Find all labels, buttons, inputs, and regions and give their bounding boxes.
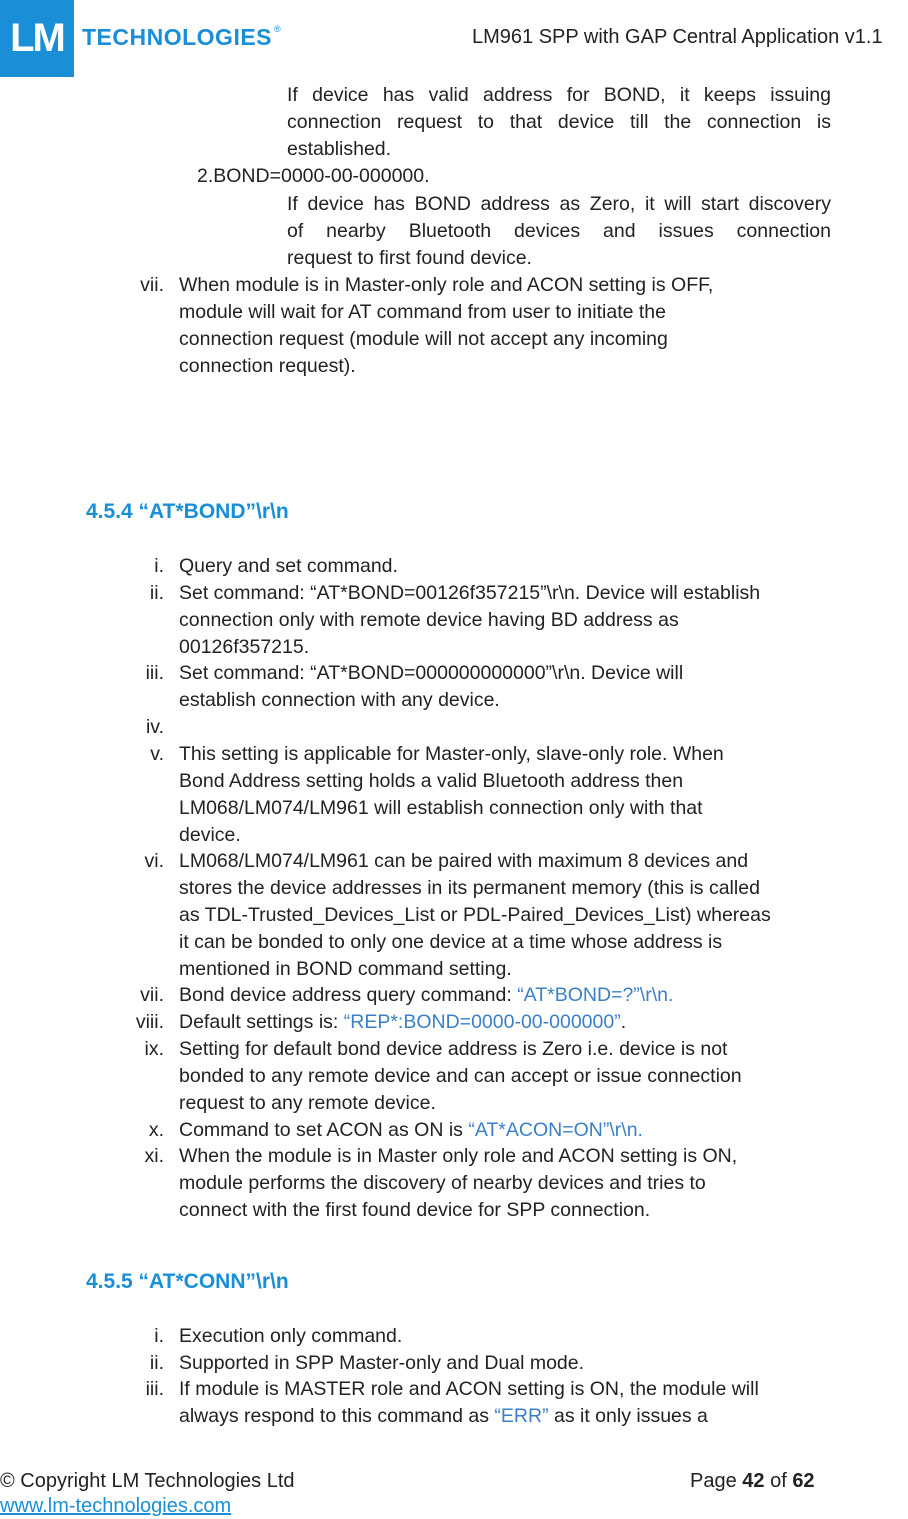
bond-zero-para-line-3: request to first found device. xyxy=(287,247,532,269)
list-item-line: mentioned in BOND command setting. xyxy=(179,958,512,980)
page-indicator: Page 42 of 62 xyxy=(690,1470,815,1492)
list-number: xi. xyxy=(144,1145,164,1167)
list-number: v. xyxy=(150,743,164,765)
bond-valid-para-line-3: established. xyxy=(287,138,392,160)
website-link[interactable]: www.lm-technologies.com xyxy=(0,1495,232,1517)
list-number: ix. xyxy=(144,1038,164,1060)
company-logo-text: TECHNOLOGIES ® xyxy=(82,24,282,50)
copyright-notice: © Copyright LM Technologies Ltd xyxy=(0,1470,295,1492)
command-text: “REP*:BOND=0000-00-000000” xyxy=(343,1011,621,1033)
list-number: iii. xyxy=(145,1378,164,1400)
command-text: “AT*BOND=?”\r\n. xyxy=(517,984,674,1006)
list-item-line: 00126f357215. xyxy=(179,636,310,658)
section-heading-at-bond: 4.5.4 “AT*BOND”\r\n xyxy=(86,500,289,523)
list-item-line: module performs the discovery of nearby devices and tries to xyxy=(179,1172,706,1194)
list-item-line: When the module is in Master only role and ACON setting is ON, xyxy=(179,1145,738,1167)
list-item-line: Supported in SPP Master-only and Dual mode. xyxy=(179,1352,585,1374)
list-item-line: LM068/LM074/LM961 can be paired with maximum 8 devices and xyxy=(179,850,749,872)
bond-zero-item-label: 2.BOND=0000-00-000000. xyxy=(197,165,430,187)
company-logo-mark: LM xyxy=(0,0,74,77)
list-item-line: Set command: “AT*BOND=00126f357215”\r\n. Device will establish xyxy=(179,582,761,604)
list-item-line: connect with the first found device for SPP connection. xyxy=(179,1199,651,1221)
bond-zero-para-line-1: If device has BOND address as Zero, it will start discovery xyxy=(287,193,831,215)
list-number: ii. xyxy=(149,1352,164,1374)
bond-valid-para-line-1: If device has valid address for BOND, it keeps issuing xyxy=(287,84,831,106)
list-item-line: Command to set ACON as ON is “AT*ACON=ON”\r\n. xyxy=(179,1119,643,1141)
list-number: i. xyxy=(154,1325,164,1347)
command-text: “ERR” xyxy=(494,1405,549,1427)
list-number: vii. xyxy=(140,274,164,296)
list-item-line: module will wait for AT command from user to initiate the xyxy=(179,301,666,323)
list-number: iii. xyxy=(145,662,164,684)
list-number: iv. xyxy=(145,716,164,738)
list-item-line: connection request). xyxy=(179,355,356,377)
list-number: vi. xyxy=(144,850,164,872)
list-item-line: Setting for default bond device address is Zero i.e. device is not xyxy=(179,1038,728,1060)
list-item-line: Bond device address query command: “AT*BOND=?”\r\n. xyxy=(179,984,674,1006)
list-item-line: Execution only command. xyxy=(179,1325,403,1347)
list-item-line: If module is MASTER role and ACON setting is ON, the module will xyxy=(179,1378,759,1400)
page-total: 62 xyxy=(792,1470,815,1492)
document-title: LM961 SPP with GAP Central Application v1.1 xyxy=(472,26,883,48)
list-number: x. xyxy=(148,1119,164,1141)
page-number: 42 xyxy=(742,1470,765,1492)
list-item-line: connection only with remote device having BD address as xyxy=(179,609,679,631)
list-item-line: always respond to this command as “ERR” as it only issues a xyxy=(179,1405,708,1427)
registered-mark: ® xyxy=(274,24,282,34)
list-number: vii. xyxy=(140,984,164,1006)
list-item-line: LM068/LM074/LM961 will establish connection only with that xyxy=(179,797,703,819)
bond-valid-para-line-2: connection request to that device till the connection is xyxy=(287,111,831,133)
list-item-line: This setting is applicable for Master-only, slave-only role. When xyxy=(179,743,724,765)
section-heading-at-conn: 4.5.5 “AT*CONN”\r\n xyxy=(86,1270,289,1293)
list-item-line: it can be bonded to only one device at a time whose address is xyxy=(179,931,723,953)
list-number: viii. xyxy=(135,1011,164,1033)
list-item-line: bonded to any remote device and can accept or issue connection xyxy=(179,1065,742,1087)
list-item-line: stores the device addresses in its permanent memory (this is called xyxy=(179,877,760,899)
list-item-line: connection request (module will not accept any incoming xyxy=(179,328,668,350)
list-item-line: Default settings is: “REP*:BOND=0000-00-000000”. xyxy=(179,1011,627,1033)
list-item-line: Bond Address setting holds a valid Bluetooth address then xyxy=(179,770,684,792)
bond-zero-para-line-2: of nearby Bluetooth devices and issues connection xyxy=(287,220,831,242)
list-item-line: Query and set command. xyxy=(179,555,398,577)
list-item-line: as TDL-Trusted_Devices_List or PDL-Paired_Devices_List) whereas xyxy=(179,904,771,926)
list-item-line: establish connection with any device. xyxy=(179,689,500,711)
list-number: i. xyxy=(154,555,164,577)
list-item-line: request to any remote device. xyxy=(179,1092,436,1114)
command-text: “AT*ACON=ON”\r\n. xyxy=(468,1119,643,1141)
list-item-line: device. xyxy=(179,824,241,846)
list-item-line: Set command: “AT*BOND=000000000000”\r\n. Device will xyxy=(179,662,684,684)
list-number: ii. xyxy=(149,582,164,604)
list-item-line: When module is in Master-only role and ACON setting is OFF, xyxy=(179,274,714,296)
